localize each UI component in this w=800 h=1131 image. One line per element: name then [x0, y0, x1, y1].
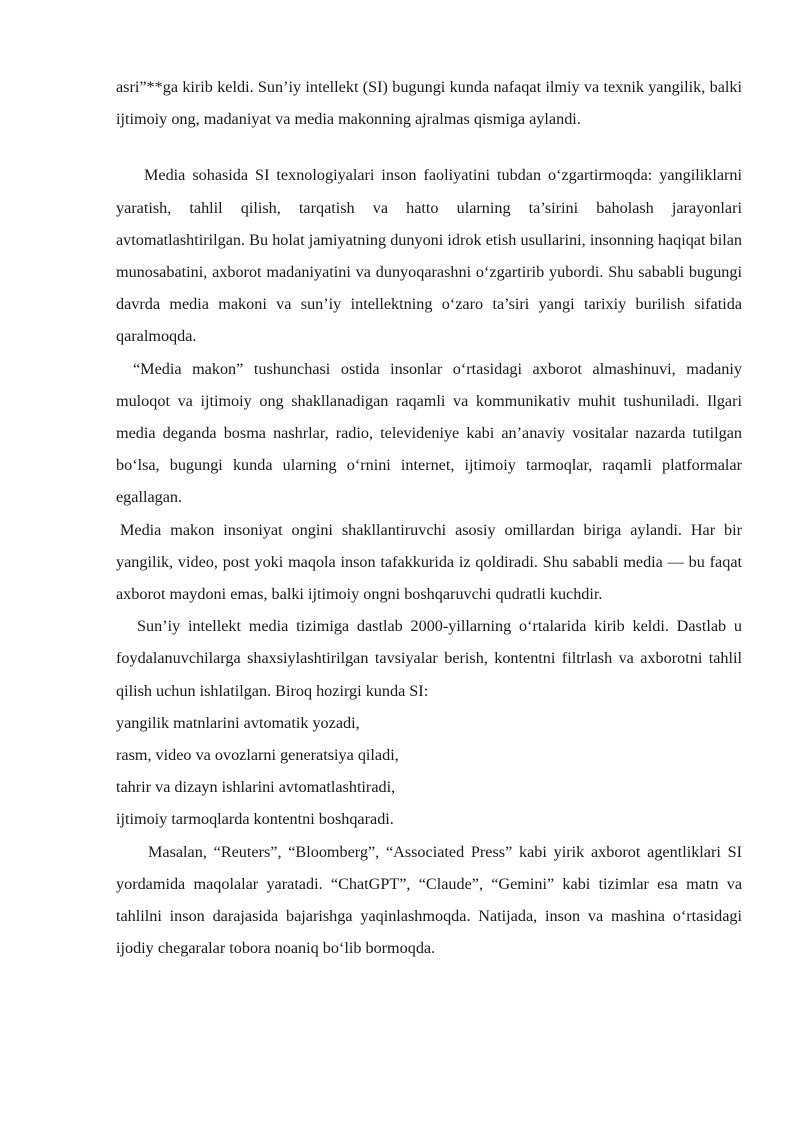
paragraph-media-makon-role: Media makon insoniyat ongini shakllantiruvchi asosiy omillardan biriga aylandi. Har bir yangilik, video, post yoki maqola inson tafakkurida iz qoldiradi. Shu sababli media — bu faqat axborot maydoni emas, balki ijtimoiy ongni boshqaruvchi qudratli kuchdir. — [116, 520, 742, 604]
paragraph-intro: asri”**ga kirib keldi. Sun’iy intellekt (SI) bugungi kunda nafaqat ilmiy va texnik yangilik, balki ijtimoiy ong, madaniyat va media makonning ajralmas qismiga aylandi. — [116, 78, 742, 129]
list-item: ijtimoiy tarmoqlarda kontentni boshqaradi. — [116, 810, 394, 829]
list-item: tahrir va dizayn ishlarini avtomatlashtiradi, — [116, 778, 396, 797]
document-body — [116, 71, 742, 964]
paragraph-closing: Masalan, “Reuters”, “Bloomberg”, “Associated Press” kabi yirik axborot agentliklari SI yordamida maqolalar yaratadi. “ChatGPT”, “Claude”, “Gemini” kabi tizimlar esa matn va tahlilni inson darajasida bajarishga yaqinlashmoqda. Natijada, inson va mashina o‘rtasidagi ijodiy chegaralar tobora noaniq bo‘lib bormoqda. — [116, 842, 742, 958]
list-item: yangilik matnlarini avtomatik yozadi, — [116, 713, 360, 732]
paragraph-media-si: Media sohasida SI texnologiyalari inson faoliyatini tubdan o‘zgartirmoqda: yangiliklarni yaratish, tahlil qilish, tarqatish va hatto ularning ta’sirini baholash jarayonlari avtomatlashtirilgan. Bu holat jamiyatning dunyoni idrok etish usullarini, insonning haqiqat bilan munosabatini, axborot madaniyatini va dunyoqarashni o‘zgartirib yubordi. Shu sababli bugungi davrda media makoni va sun’iy intellektning o‘zaro ta’siri yangi tarixiy burilish sifatida qaralmoqda. — [116, 166, 742, 346]
paragraph-media-makon-definition: “Media makon” tushunchasi ostida insonlar o‘rtasidagi axborot almashinuvi, madaniy muloqot va ijtimoiy ong shakllanadigan raqamli va kommunikativ muhit tushuniladi. Ilgari media deganda bosma nashrlar, radio, televideniye kabi an’anaviy vositalar nazarda tutilgan bo‘lsa, bugungi kunda ularning o‘rnini internet, ijtimoiy tarmoqlar, raqamli platformalar egallagan. — [116, 359, 742, 507]
list-item: rasm, video va ovozlarni generatsiya qiladi, — [116, 746, 399, 765]
paragraph-si-history: Sun’iy intellekt media tizimiga dastlab 2000-yillarning o‘rtalarida kirib keldi. Dastlab u foydalanuvchilarga shaxsiylashtirilgan tavsiyalar berish, kontentni filtrlash va axborotni tahlil qilish uchun ishlatilgan. Biroq hozirgi kunda SI: — [116, 617, 742, 700]
paragraph-spacer — [116, 135, 742, 159]
